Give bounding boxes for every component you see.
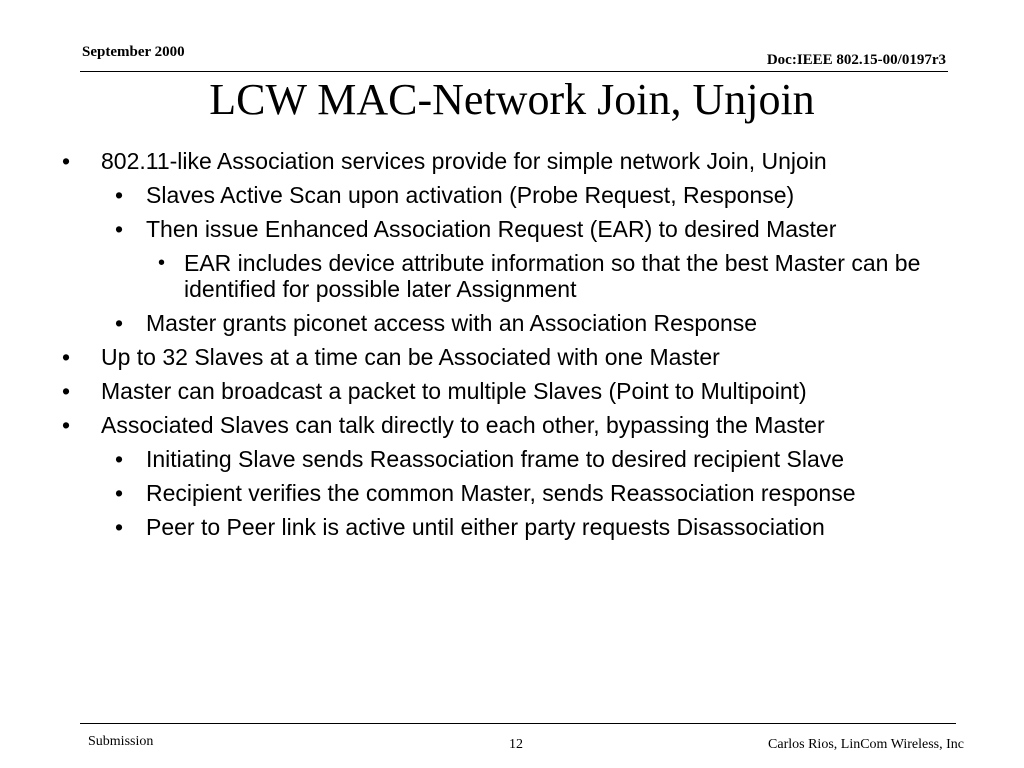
bullet-icon: • [62,412,71,438]
sub-sub-bullet-item [0,250,1024,302]
header-date: September 2000 [82,44,185,60]
bullet-icon: • [62,148,71,174]
bullet-icon: • [115,182,124,208]
footer-rule [80,723,956,724]
bullet-icon: • [115,310,124,336]
bullet-text: Associated Slaves can talk directly to each other, bypassing the Master [101,412,825,438]
bullet-text: Master grants piconet access with an Association Response [146,310,758,336]
sub-bullet-item [0,480,1024,506]
bullet-text: EAR includes device attribute information so that the best Master can be identified for possible later Assignment [184,250,921,302]
bullet-icon: • [158,252,166,274]
bullet-icon: • [115,216,124,242]
bullet-text: Slaves Active Scan upon activation (Probe Request, Response) [146,182,795,208]
bullet-item [0,378,1024,404]
bullet-item [0,148,1024,174]
footer-author: Carlos Rios, LinCom Wireless, Inc [768,737,964,752]
sub-bullet-item [0,310,1024,336]
bullet-item [0,344,1024,370]
bullet-text: 802.11-like Association services provide for simple network Join, Unjoin [101,148,827,174]
sub-bullet-item [0,216,1024,242]
sub-bullet-item [0,514,1024,540]
header-rule [80,71,948,72]
bullet-icon: • [115,514,124,540]
bullet-text: Peer to Peer link is active until either party requests Disassociation [146,514,825,540]
bullet-icon: • [62,344,71,370]
bullet-icon: • [62,378,71,404]
bullet-text: Up to 32 Slaves at a time can be Associated with one Master [101,344,720,370]
sub-bullet-item [0,182,1024,208]
bullet-text: Master can broadcast a packet to multiple Slaves (Point to Multipoint) [101,378,807,404]
bullet-text: Then issue Enhanced Association Request (EAR) to desired Master [146,216,837,242]
bullet-icon: • [115,480,124,506]
bullet-text: Recipient verifies the common Master, sends Reassociation response [146,480,856,506]
slide-title: LCW MAC-Network Join, Unjoin [209,75,815,124]
page-number: 12 [509,737,523,752]
bullet-text: Initiating Slave sends Reassociation frame to desired recipient Slave [146,446,845,472]
footer-submission: Submission [88,734,154,749]
bullet-item [0,412,1024,438]
bullet-list [0,148,1024,548]
bullet-icon: • [115,446,124,472]
header-doc-id: Doc:IEEE 802.15-00/0197r3 [766,52,946,68]
sub-bullet-item [0,446,1024,472]
